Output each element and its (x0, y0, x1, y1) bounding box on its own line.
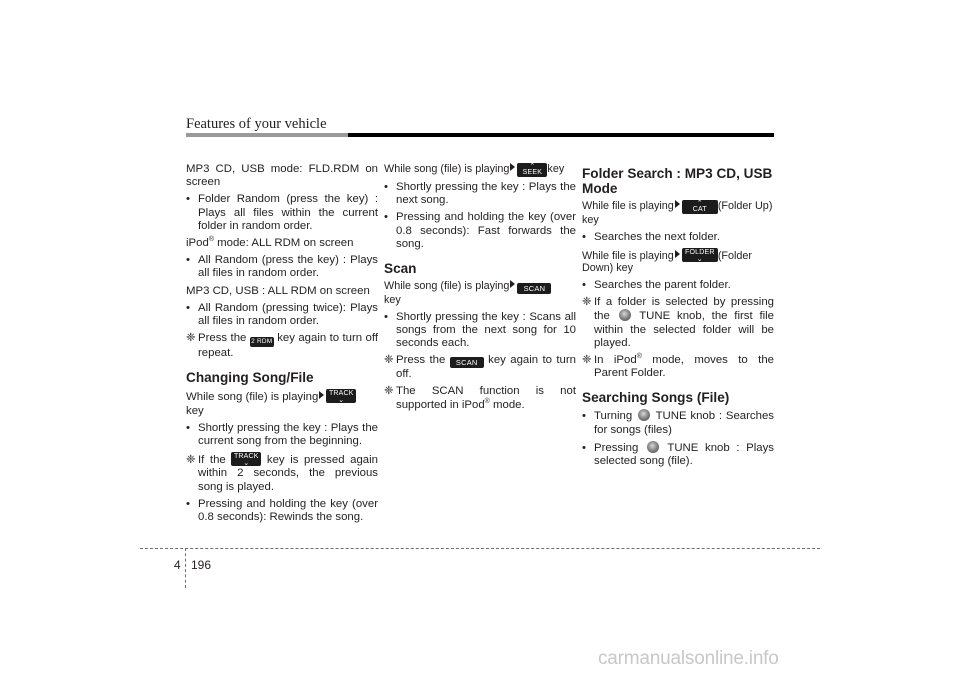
paragraph: While song (file) is playing ⌃ SEEK key (384, 163, 565, 176)
section-heading: Changing Song/File (186, 370, 314, 386)
section-heading: Folder Search : MP3 CD, USB Mode (582, 166, 773, 196)
note-icon: ❈ (582, 296, 592, 309)
bullet-icon: • (186, 301, 190, 314)
paragraph: iPod® mode: ALL RDM on screen (186, 236, 354, 250)
bullet-icon: • (186, 421, 190, 434)
watermark: carmanualsonline.info (598, 648, 779, 669)
folder-down-key-icon: FOLDER ⌄ (682, 248, 718, 262)
paragraph: MP3 CD, USB : ALL RDM on screen (186, 284, 370, 297)
play-arrow-icon (675, 250, 680, 258)
seek-key-icon: ⌃ SEEK (517, 163, 547, 177)
column-middle (384, 163, 576, 416)
bullet-item: • Pressing and holding the key (over 0.8 seconds): Rewinds the song. (186, 497, 378, 524)
bullet-item: • Folder Random (press the key) : Plays all files within the current folder in random order. (186, 193, 378, 232)
note-item: ❈ In iPod® mode, moves to the Parent Folder. (582, 353, 774, 380)
tune-knob-icon (619, 309, 631, 321)
bullet-item: • All Random (pressing twice): Plays all files in random order. (186, 301, 378, 328)
rdm-key-icon: 2 RDM (251, 338, 273, 346)
section-heading: Scan (384, 261, 417, 277)
note-item: ❈ The SCAN function is not supported in iPod® mode. (384, 385, 576, 411)
note-item: ❈ If a folder is selected by pressing the TUNE knob, the first file within the selected folder will be played. (582, 296, 775, 349)
bullet-item: • Searches the parent folder. (582, 278, 731, 291)
footer-dashed-divider (185, 548, 186, 588)
bullet-icon: • (582, 441, 586, 454)
paragraph: While song (file) is playing SCAN key (384, 280, 576, 307)
bullet-item: • Turning TUNE knob : Searches for songs (files) (582, 410, 774, 436)
bullet-item: • Shortly pressing the key : Scans all songs from the next song for 10 seconds each. (384, 310, 576, 350)
paragraph: While song (file) is playing TRACK ⌄ key (186, 389, 378, 417)
section-heading: Searching Songs (File) (582, 390, 730, 406)
note-icon: ❈ (384, 354, 394, 367)
play-arrow-icon (319, 391, 324, 399)
page-header-title: Features of your vehicle (186, 116, 327, 132)
bullet-icon: • (186, 254, 190, 267)
footer-dashed-rule (140, 548, 820, 549)
note-icon: ❈ (582, 354, 592, 366)
bullet-icon: • (582, 410, 586, 423)
note-icon: ❈ (384, 385, 394, 398)
folder-up-key-icon: ⌃ CAT (682, 200, 718, 214)
column-right (582, 163, 774, 472)
paragraph: While file is playing ⌃ CAT (Folder Up) key (582, 200, 773, 226)
bullet-item: • Searches the next folder. (582, 230, 721, 243)
note-item: ❈ Press the 2 RDM key again to turn off repeat. (186, 332, 379, 360)
bullet-item: • Shortly pressing the key : Plays the next song. (384, 181, 576, 207)
bullet-item: • All Random (press the key) : Plays all files in random order. (186, 254, 378, 280)
play-arrow-icon (675, 200, 680, 208)
track-up-key-icon: TRACK ⌄ (326, 389, 356, 403)
bullet-icon: • (186, 193, 190, 206)
paragraph: MP3 CD, USB mode: FLD.RDM on screen (186, 163, 378, 189)
bullet-icon: • (582, 230, 586, 243)
play-arrow-icon (510, 163, 515, 171)
note-icon: ❈ (186, 454, 196, 467)
scan-key-icon: SCAN (517, 283, 551, 294)
section-number: 4 (174, 558, 181, 572)
bullet-icon: • (384, 181, 388, 193)
play-arrow-icon (510, 280, 515, 288)
bullet-icon: • (186, 497, 190, 510)
bullet-item: • Pressing TUNE knob : Plays selected song (file). (582, 441, 774, 468)
bullet-item: • Pressing and holding the key (over 0.8 seconds): Fast forwards the song. (384, 211, 576, 250)
scan-key-icon: SCAN (450, 357, 484, 368)
bullet-icon: • (384, 310, 388, 323)
bullet-icon: • (384, 211, 388, 224)
paragraph: While file is playing FOLDER ⌄ (Folder Down) key (582, 248, 753, 275)
note-icon: ❈ (186, 332, 196, 345)
tune-knob-icon (647, 441, 659, 453)
column-left (186, 163, 378, 528)
bullet-icon: • (582, 278, 586, 291)
track-down-key-icon: TRACK ⌄ (231, 452, 261, 466)
note-item: ❈ If the TRACK ⌄ key is pressed again within 2 seconds, the previous song is played. (186, 453, 378, 493)
tune-knob-icon (638, 409, 650, 421)
page-number: 196 (191, 558, 212, 572)
header-rule-accent (186, 133, 348, 137)
bullet-item: • Shortly pressing the key : Plays the current song from the beginning. (186, 421, 378, 448)
note-item: ❈ Press the SCAN key again to turn off. (384, 354, 577, 381)
